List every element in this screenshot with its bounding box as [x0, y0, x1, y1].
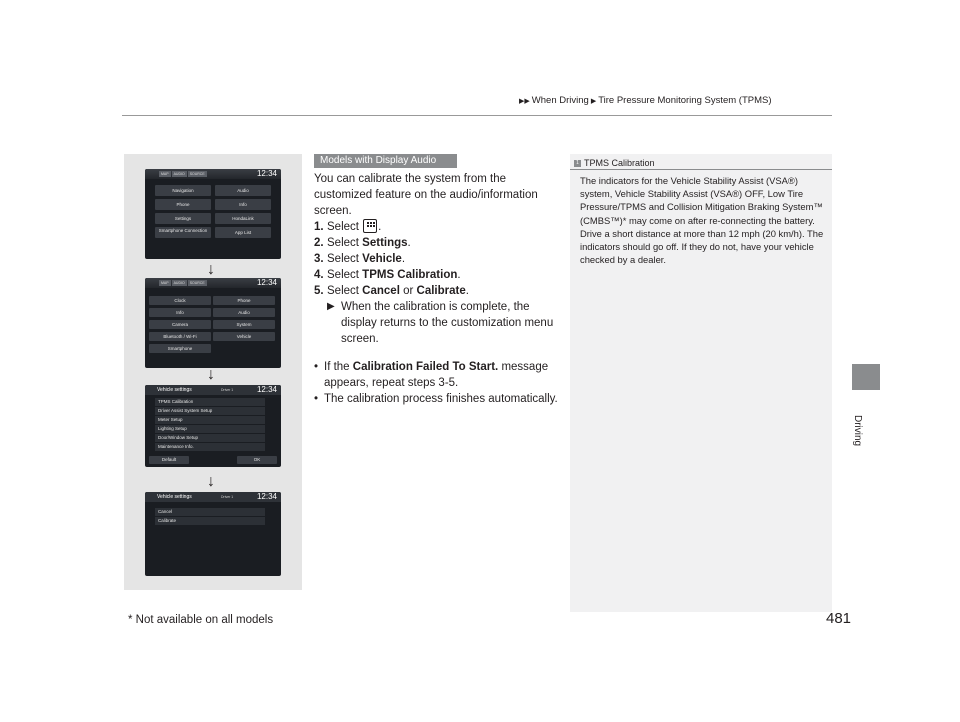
tile-info: Info — [215, 199, 271, 210]
map-button: MAP — [161, 281, 169, 285]
bullet-icon: • — [314, 393, 319, 405]
down-arrow-icon: ↓ — [207, 261, 215, 278]
source-button: SOURCE — [189, 172, 205, 176]
clock: 12:34 — [256, 492, 277, 501]
step-5: 5. Select Cancel or Calibrate. — [314, 285, 469, 297]
map-button: MAP — [161, 172, 169, 176]
audio-button: AUDIO — [173, 281, 185, 285]
step-2: 2. Select Settings. — [314, 237, 411, 249]
tile-bluetooth-wifi: Bluetooth / Wi-Fi — [149, 332, 211, 341]
menu-item-tpms-calibration: TPMS Calibration — [155, 398, 265, 406]
menu-item-cancel: Cancel — [155, 508, 265, 516]
section-tab-label: Driving — [852, 415, 863, 447]
screen-illustrations — [124, 154, 302, 590]
home-icon — [363, 219, 377, 233]
step-3: 3. Select Vehicle. — [314, 253, 406, 265]
menu-item-meter-setup: Meter Setup — [155, 416, 265, 424]
step-1: 1. Select . — [314, 221, 382, 233]
note-heading — [574, 158, 655, 168]
down-arrow-icon: ↓ — [207, 473, 215, 490]
screen-header — [145, 492, 281, 502]
page-number: 481 — [826, 610, 852, 627]
tile-audio: Audio — [215, 185, 271, 196]
note-text: The indicators for the Vehicle Stability Assist (VSA®) system, Vehicle Stability Assist (VSA®) OFF, Low Tire Pressure/TPMS and Collision Mitigation Braking System™ (CMBS™)* may come on after re-connecting the battery. Drive a short distance at more than 12 mph (20 km/h). The indicators should go off. If they do not, have your vehicle checked by a dealer. — [580, 175, 824, 266]
bullet-auto-finish: • The calibration process finishes automatically. — [314, 393, 558, 405]
result-arrow-icon: ▶ — [327, 301, 335, 312]
tile-clock: Clock — [149, 296, 211, 305]
bullet-calibration-failed: • If the Calibration Failed To Start. message appears, repeat steps 3-5. — [314, 361, 549, 389]
intro-paragraph: You can calibrate the system from the customized feature on the audio/information screen. — [314, 173, 538, 217]
breadcrumb-arrow-icon: ▶▶ — [519, 97, 530, 105]
screen-title: Vehicle settings — [157, 494, 192, 500]
menu-item-maintenance: Maintenance Info. — [155, 443, 265, 451]
default-button: Default — [149, 456, 189, 464]
menu-item-door-window: Door/Window Setup — [155, 434, 265, 442]
header-divider — [122, 115, 832, 116]
tile-phone: Phone — [213, 296, 275, 305]
tile-app-list: App List — [215, 227, 271, 238]
tile-smartphone: Smartphone — [149, 344, 211, 353]
step-5-result: ▶ When the calibration is complete, the display returns to the customization menu screen. — [327, 301, 554, 345]
footnote: * Not available on all models — [128, 614, 274, 626]
model-tag: Models with Display Audio — [314, 154, 457, 168]
calibration-screen — [145, 492, 281, 576]
clock: 12:34 — [256, 385, 277, 394]
down-arrow-icon: ↓ — [207, 366, 215, 383]
breadcrumb-arrow-icon: ▶ — [590, 97, 597, 105]
tile-phone: Phone — [155, 199, 211, 210]
tile-vehicle: Vehicle — [213, 332, 275, 341]
clock: 12:34 — [256, 278, 277, 287]
audio-button: AUDIO — [173, 172, 185, 176]
ok-button: OK — [237, 456, 277, 464]
breadcrumb-item-tpms[interactable]: Tire Pressure Monitoring System (TPMS) — [598, 95, 772, 106]
note-title: TPMS Calibration — [584, 158, 655, 168]
instructions — [314, 171, 559, 407]
clock: 12:34 — [256, 169, 277, 178]
screen-top-bar — [145, 169, 281, 179]
tile-navigation: Navigation — [155, 185, 211, 196]
bullet-icon: • — [314, 361, 319, 373]
breadcrumb — [519, 95, 772, 106]
driver-label: Driver 1 — [221, 495, 234, 499]
tile-audio: Audio — [213, 308, 275, 317]
tile-settings: Settings — [155, 213, 211, 224]
tile-smartphone-connection: Smartphone Connection — [155, 227, 211, 238]
note-marker-icon: 1 — [574, 160, 581, 167]
menu-item-calibrate: Calibrate — [155, 517, 265, 525]
settings-screen — [145, 278, 281, 368]
home-screen — [145, 169, 281, 259]
source-button: SOURCE — [189, 281, 205, 285]
tile-hondalink: HondaLink — [215, 213, 271, 224]
driver-label: Driver 1 — [221, 388, 234, 392]
section-tab-marker — [852, 364, 880, 390]
tile-system: System — [213, 320, 275, 329]
menu-item-driver-assist: Driver Assist System Setup — [155, 407, 265, 415]
note-divider — [570, 169, 832, 170]
tile-camera: Camera — [149, 320, 211, 329]
menu-item-lighting-setup: Lighting Setup — [155, 425, 265, 433]
tile-info: Info — [149, 308, 211, 317]
vehicle-settings-screen — [145, 385, 281, 467]
screen-top-bar — [145, 278, 281, 288]
breadcrumb-item-when-driving[interactable]: When Driving — [531, 95, 589, 106]
screen-header — [145, 385, 281, 395]
screen-title: Vehicle settings — [157, 387, 192, 393]
step-4: 4. Select TPMS Calibration. — [314, 269, 461, 281]
